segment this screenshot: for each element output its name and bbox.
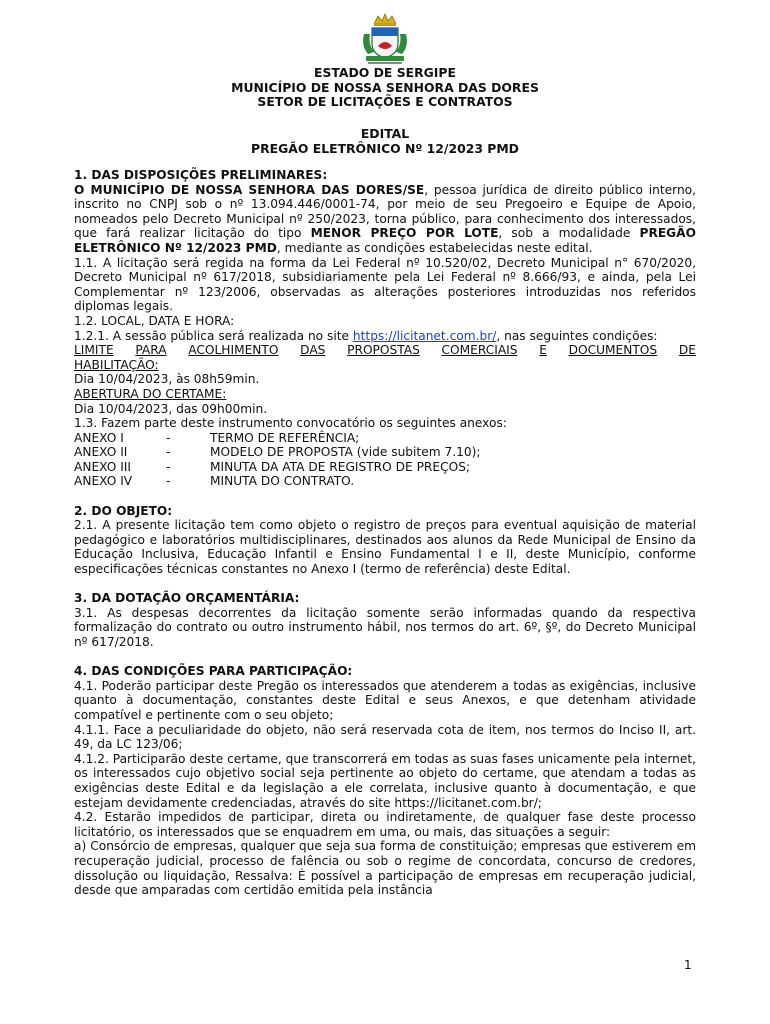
annex-dash: - [166, 459, 171, 474]
limite-word: E [539, 343, 547, 358]
clause-1-1: 1.1. A licitação será regida na forma da Lei Federal nº 10.520/02, Decreto Municipal n° 670/2020, Decreto Municipal nº 617/2018, subsidiariamente pela Lei Federal nº 8.666/93, e ainda, pela Lei Complementar nº 123/2006, observadas as alterações posteriores introduzidas nos referidos diplomas legais. [74, 255, 696, 314]
sector-line: SETOR DE LICITAÇÕES E CONTRATOS [257, 94, 513, 110]
municipal-coat-of-arms-icon [358, 12, 412, 66]
intro-text-1: , pessoa jurídica de direito público interno, inscrito no CNPJ sob o nº 13.094.446/0001-74, por meio de seu Pregoeiro e Equipe de Apoio, nomeados pelo Decreto Municipal nº 250/2023, torna público, para conhecimento dos interessados, que fará realizar licitação do tipo [74, 182, 696, 241]
clause-4-1-1: 4.1.1. Face a peculiaridade do objeto, não será reservada cota de item, nos termos do Inciso II, art. 49, da LC 123/06; [74, 722, 696, 752]
limite-word: LIMITE [74, 343, 114, 358]
annex-row [74, 445, 696, 460]
clause-2-1: 2.1. A presente licitação tem como objeto o registro de preços para eventual aquisição de material pedagógico e laboratórios multidisciplinares, destinados aos alunos da Rede Municipal de Ensino da Educação Inclusiva, Educação Infantil e Ensino Fundamental I e II, deste Município, conforme especificações técnicas constantes no Anexo I (termo de referência) deste Edital. [74, 518, 696, 577]
annex-row [74, 474, 696, 489]
annex-number: ANEXO III [74, 459, 131, 474]
document-body [74, 168, 696, 898]
limite-word: PARA [135, 343, 167, 358]
clause-4-2: 4.2. Estarão impedidos de participar, direta ou indiretamente, de qualquer fase deste processo licitatório, os interessados que se enquadrem em uma, ou mais, das situações a seguir: [74, 810, 696, 839]
annex-row [74, 460, 696, 475]
annex-number: ANEXO I [74, 430, 124, 445]
section-1-intro [74, 183, 696, 256]
section-1-heading: 1. DAS DISPOSIÇÕES PRELIMINARES: [74, 168, 328, 182]
clause-4-2-a: a) Consórcio de empresas, qualquer que seja sua forma de constituição; empresas que estiverem em recuperação judicial, processo de falência ou sob o regime de concordata, concurso de credores, dissolução ou liquidação, Ressalva: É possível a participação de empresas em recuperação judicial, desde que amparadas com certidão emitida pela instância [74, 839, 696, 898]
annex-number: ANEXO IV [74, 474, 133, 489]
annex-row [74, 431, 696, 446]
pregao-title: PREGÃO ELETRÔNICO Nº 12/2023 PMD [251, 140, 519, 156]
tender-type: MENOR PREÇO POR LOTE [310, 226, 499, 241]
section-2-heading: 2. DO OBJETO: [74, 503, 173, 518]
clause-1-2-1-text-b: , nas seguintes condições: [496, 328, 658, 343]
abertura-date: Dia 10/04/2023, das 09h00min. [74, 401, 268, 416]
tender-modality: PREGÃO ELETRÔNICO Nº 12/2023 PMD [74, 226, 696, 255]
annex-dash: - [166, 445, 171, 460]
limite-word: PROPOSTAS [347, 343, 420, 358]
clause-4-1: 4.1. Poderão participar deste Pregão os interessados que atenderem a todas as exigências, inclusive quanto à documentação, constantes deste Edital e seus Anexos, e que detenham atividade compatível e pertinente com o seu objeto; [74, 678, 696, 722]
clause-1-2-1 [74, 329, 696, 344]
clause-1-3: 1.3. Fazem parte deste instrumento convocatório os seguintes anexos: [74, 416, 507, 431]
limite-heading [74, 343, 696, 358]
clause-3-1: 3.1. As despesas decorrentes da licitação somente serão informadas quando da respectiva formalização do contrato ou outro instrumento hábil, nos termos do art. 6º, §º, do Decreto Municipal nº 617/2018. [74, 605, 696, 649]
licitanet-link[interactable]: https://licitanet.com.br/ [352, 328, 497, 343]
state-line: ESTADO DE SERGIPE [314, 65, 456, 80]
limite-word: DE [678, 343, 696, 358]
clause-1-2: 1.2. LOCAL, DATA E HORA: [74, 313, 235, 328]
annex-number: ANEXO II [74, 445, 128, 460]
limite-word: DOCUMENTOS [568, 343, 658, 358]
municipality-line: MUNICÍPIO DE NOSSA SENHORA DAS DORES [231, 79, 539, 95]
limite-date: Dia 10/04/2023, às 08h59min. [74, 372, 260, 387]
intro-text-2: , sob a modalidade [498, 226, 640, 241]
municipality-name: O MUNICÍPIO DE NOSSA SENHORA DAS DORES/SE [74, 182, 425, 197]
annex-description: MINUTA DO CONTRATO. [210, 474, 355, 489]
annex-description: TERMO DE REFERÊNCIA; [210, 430, 360, 445]
annex-dash: - [166, 430, 171, 445]
annex-description: MODELO DE PROPOSTA (vide subitem 7.10); [210, 445, 481, 460]
limite-word: ACOLHIMENTO [188, 343, 279, 358]
clause-1-2-1-text-a: 1.2.1. A sessão pública será realizada no site [74, 328, 353, 343]
intro-text-3: , mediante as condições estabelecidas neste edital. [276, 240, 593, 255]
annex-dash: - [166, 474, 171, 489]
clause-4-1-2: 4.1.2. Participarão deste certame, que transcorrerá em todas as suas fases unicamente pela internet, os interessados cujo objetivo social seja pertinente ao objeto do certame, que atendam a todas as exigências deste Edital e da legislação a ele correlata, inclusive quanto à documentação, e que estejam devidamente credenciadas, através do site https://licitanet.com.br/; [74, 751, 696, 810]
edital-title: EDITAL [360, 126, 410, 141]
annex-description: MINUTA DA ATA DE REGISTRO DE PREÇOS; [210, 459, 471, 474]
page-number: 1 [684, 958, 692, 972]
limite-word: COMERCIAIS [441, 343, 518, 358]
section-3-heading: 3. DA DOTAÇÃO ORÇAMENTÁRIA: [74, 591, 300, 606]
abertura-heading: ABERTURA DO CERTAME: [74, 386, 227, 401]
limite-heading-end: HABILITAÇÃO: [74, 357, 159, 372]
section-4-heading: 4. DAS CONDIÇÕES PARA PARTICIPAÇÃO: [74, 664, 353, 679]
limite-word: DAS [300, 343, 326, 358]
